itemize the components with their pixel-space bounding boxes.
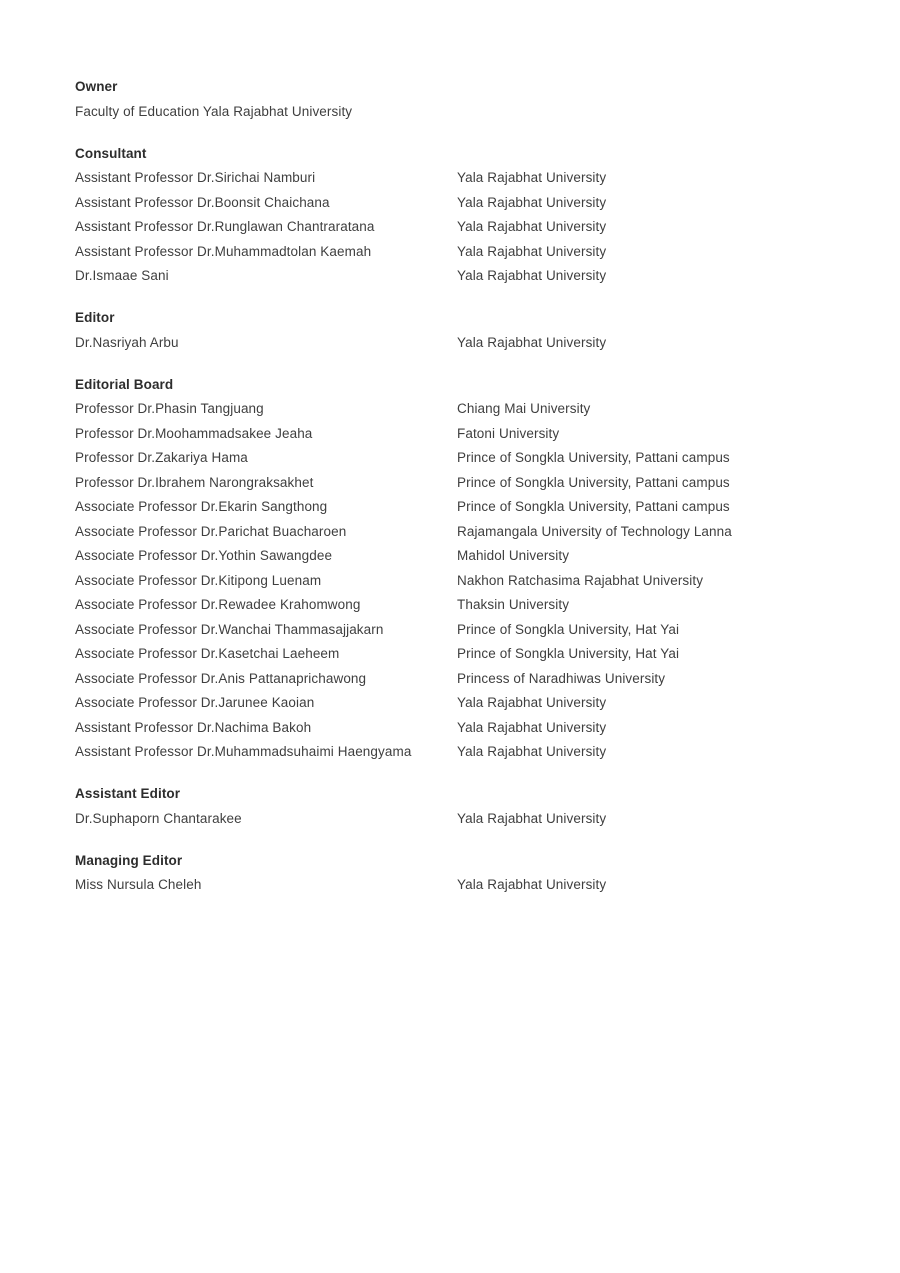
section-heading: Managing Editor [75,852,183,868]
section-editor [75,306,845,355]
member-name: Dr.Suphaporn Chantarakee [75,810,242,826]
member-name: Professor Dr.Phasin Tangjuang [75,401,264,416]
member-name: Associate Professor Dr.Jarunee Kaoian [75,695,315,710]
member-affiliation: Yala Rajabhat University [457,719,607,735]
member-name: Assistant Professor Dr.Sirichai Namburi [75,170,316,185]
member-name: Assistant Professor Dr.Boonsit Chaichana [75,194,330,210]
member-row [75,495,845,520]
member-name: Professor Dr.Moohammadsakee Jeaha [75,425,313,441]
member-row [75,422,845,447]
member-name: Miss Nursula Cheleh [75,877,202,892]
member-row [75,618,845,643]
member-name: Associate Professor Dr.Wanchai Thammasajjakarn [75,621,384,637]
section-editorial-board [75,373,845,765]
member-row [75,740,845,765]
member-affiliation: Nakhon Ratchasima Rajabhat University [457,572,704,588]
section-heading: Owner [75,79,118,94]
section-consultant [75,142,845,289]
member-affiliation: Prince of Songkla University, Pattani campus [457,474,730,490]
member-name: Assistant Professor Dr.Muhammadsuhaimi Haengyama [75,744,412,759]
section-heading: Editorial Board [75,376,174,392]
member-affiliation: Yala Rajabhat University [457,194,607,210]
member-row [75,100,845,125]
member-row [75,520,845,545]
member-affiliation: Prince of Songkla University, Hat Yai [457,646,680,661]
member-name: Associate Professor Dr.Rewadee Krahomwong [75,597,361,612]
member-name: Associate Professor Dr.Anis Pattanaprichawong [75,670,367,686]
member-row [75,569,845,594]
sections-container [75,75,845,898]
member-name: Associate Professor Dr.Yothin Sawangdee [75,548,333,563]
member-affiliation [457,100,845,125]
member-row [75,716,845,741]
member-name: Faculty of Education Yala Rajabhat University [75,103,353,119]
member-row [75,240,845,265]
member-name: Assistant Professor Dr.Muhammadtolan Kaemah [75,243,372,259]
member-affiliation: Yala Rajabhat University [457,695,607,710]
member-row [75,446,845,471]
section-heading: Consultant [75,145,147,161]
member-name: Professor Dr.Ibrahem Narongraksakhet [75,474,314,490]
member-row [75,667,845,692]
member-affiliation: Yala Rajabhat University [457,219,607,234]
member-affiliation: Yala Rajabhat University [457,243,607,259]
member-affiliation: Thaksin University [457,597,570,612]
section-heading: Assistant Editor [75,786,181,801]
member-name: Dr.Ismaae Sani [75,268,169,283]
member-row [75,397,845,422]
member-row [75,873,845,898]
member-row [75,593,845,618]
member-affiliation: Prince of Songkla University, Pattani campus [457,450,730,465]
member-affiliation: Prince of Songkla University, Hat Yai [457,621,680,637]
member-name: Associate Professor Dr.Kitipong Luenam [75,572,322,588]
section-heading: Editor [75,310,115,325]
member-row [75,544,845,569]
member-row [75,691,845,716]
member-affiliation: Chiang Mai University [457,401,591,416]
member-affiliation: Fatoni University [457,425,560,441]
member-affiliation: Princess of Naradhiwas University [457,670,666,686]
member-row [75,191,845,216]
member-row [75,166,845,191]
member-row [75,642,845,667]
member-name: Associate Professor Dr.Kasetchai Laeheem [75,646,340,661]
member-name: Associate Professor Dr.Parichat Buacharoen [75,523,347,539]
section-managing-editor [75,849,845,898]
member-name: Dr.Nasriyah Arbu [75,334,179,350]
member-name: Assistant Professor Dr.Nachima Bakoh [75,719,312,735]
section-owner [75,75,845,124]
member-row [75,264,845,289]
member-affiliation: Prince of Songkla University, Pattani campus [457,499,730,514]
member-affiliation: Yala Rajabhat University [457,810,607,826]
member-affiliation: Yala Rajabhat University [457,877,607,892]
member-affiliation: Yala Rajabhat University [457,744,607,759]
member-row [75,331,845,356]
section-assistant-editor [75,782,845,831]
member-row [75,807,845,832]
member-affiliation: Mahidol University [457,548,570,563]
member-affiliation: Yala Rajabhat University [457,268,607,283]
member-affiliation: Rajamangala University of Technology Lanna [457,523,732,539]
member-name: Professor Dr.Zakariya Hama [75,450,248,465]
member-name: Assistant Professor Dr.Runglawan Chantraratana [75,219,375,234]
member-affiliation: Yala Rajabhat University [457,170,607,185]
member-name: Associate Professor Dr.Ekarin Sangthong [75,499,328,514]
member-row [75,471,845,496]
member-affiliation: Yala Rajabhat University [457,334,607,350]
member-row [75,215,845,240]
